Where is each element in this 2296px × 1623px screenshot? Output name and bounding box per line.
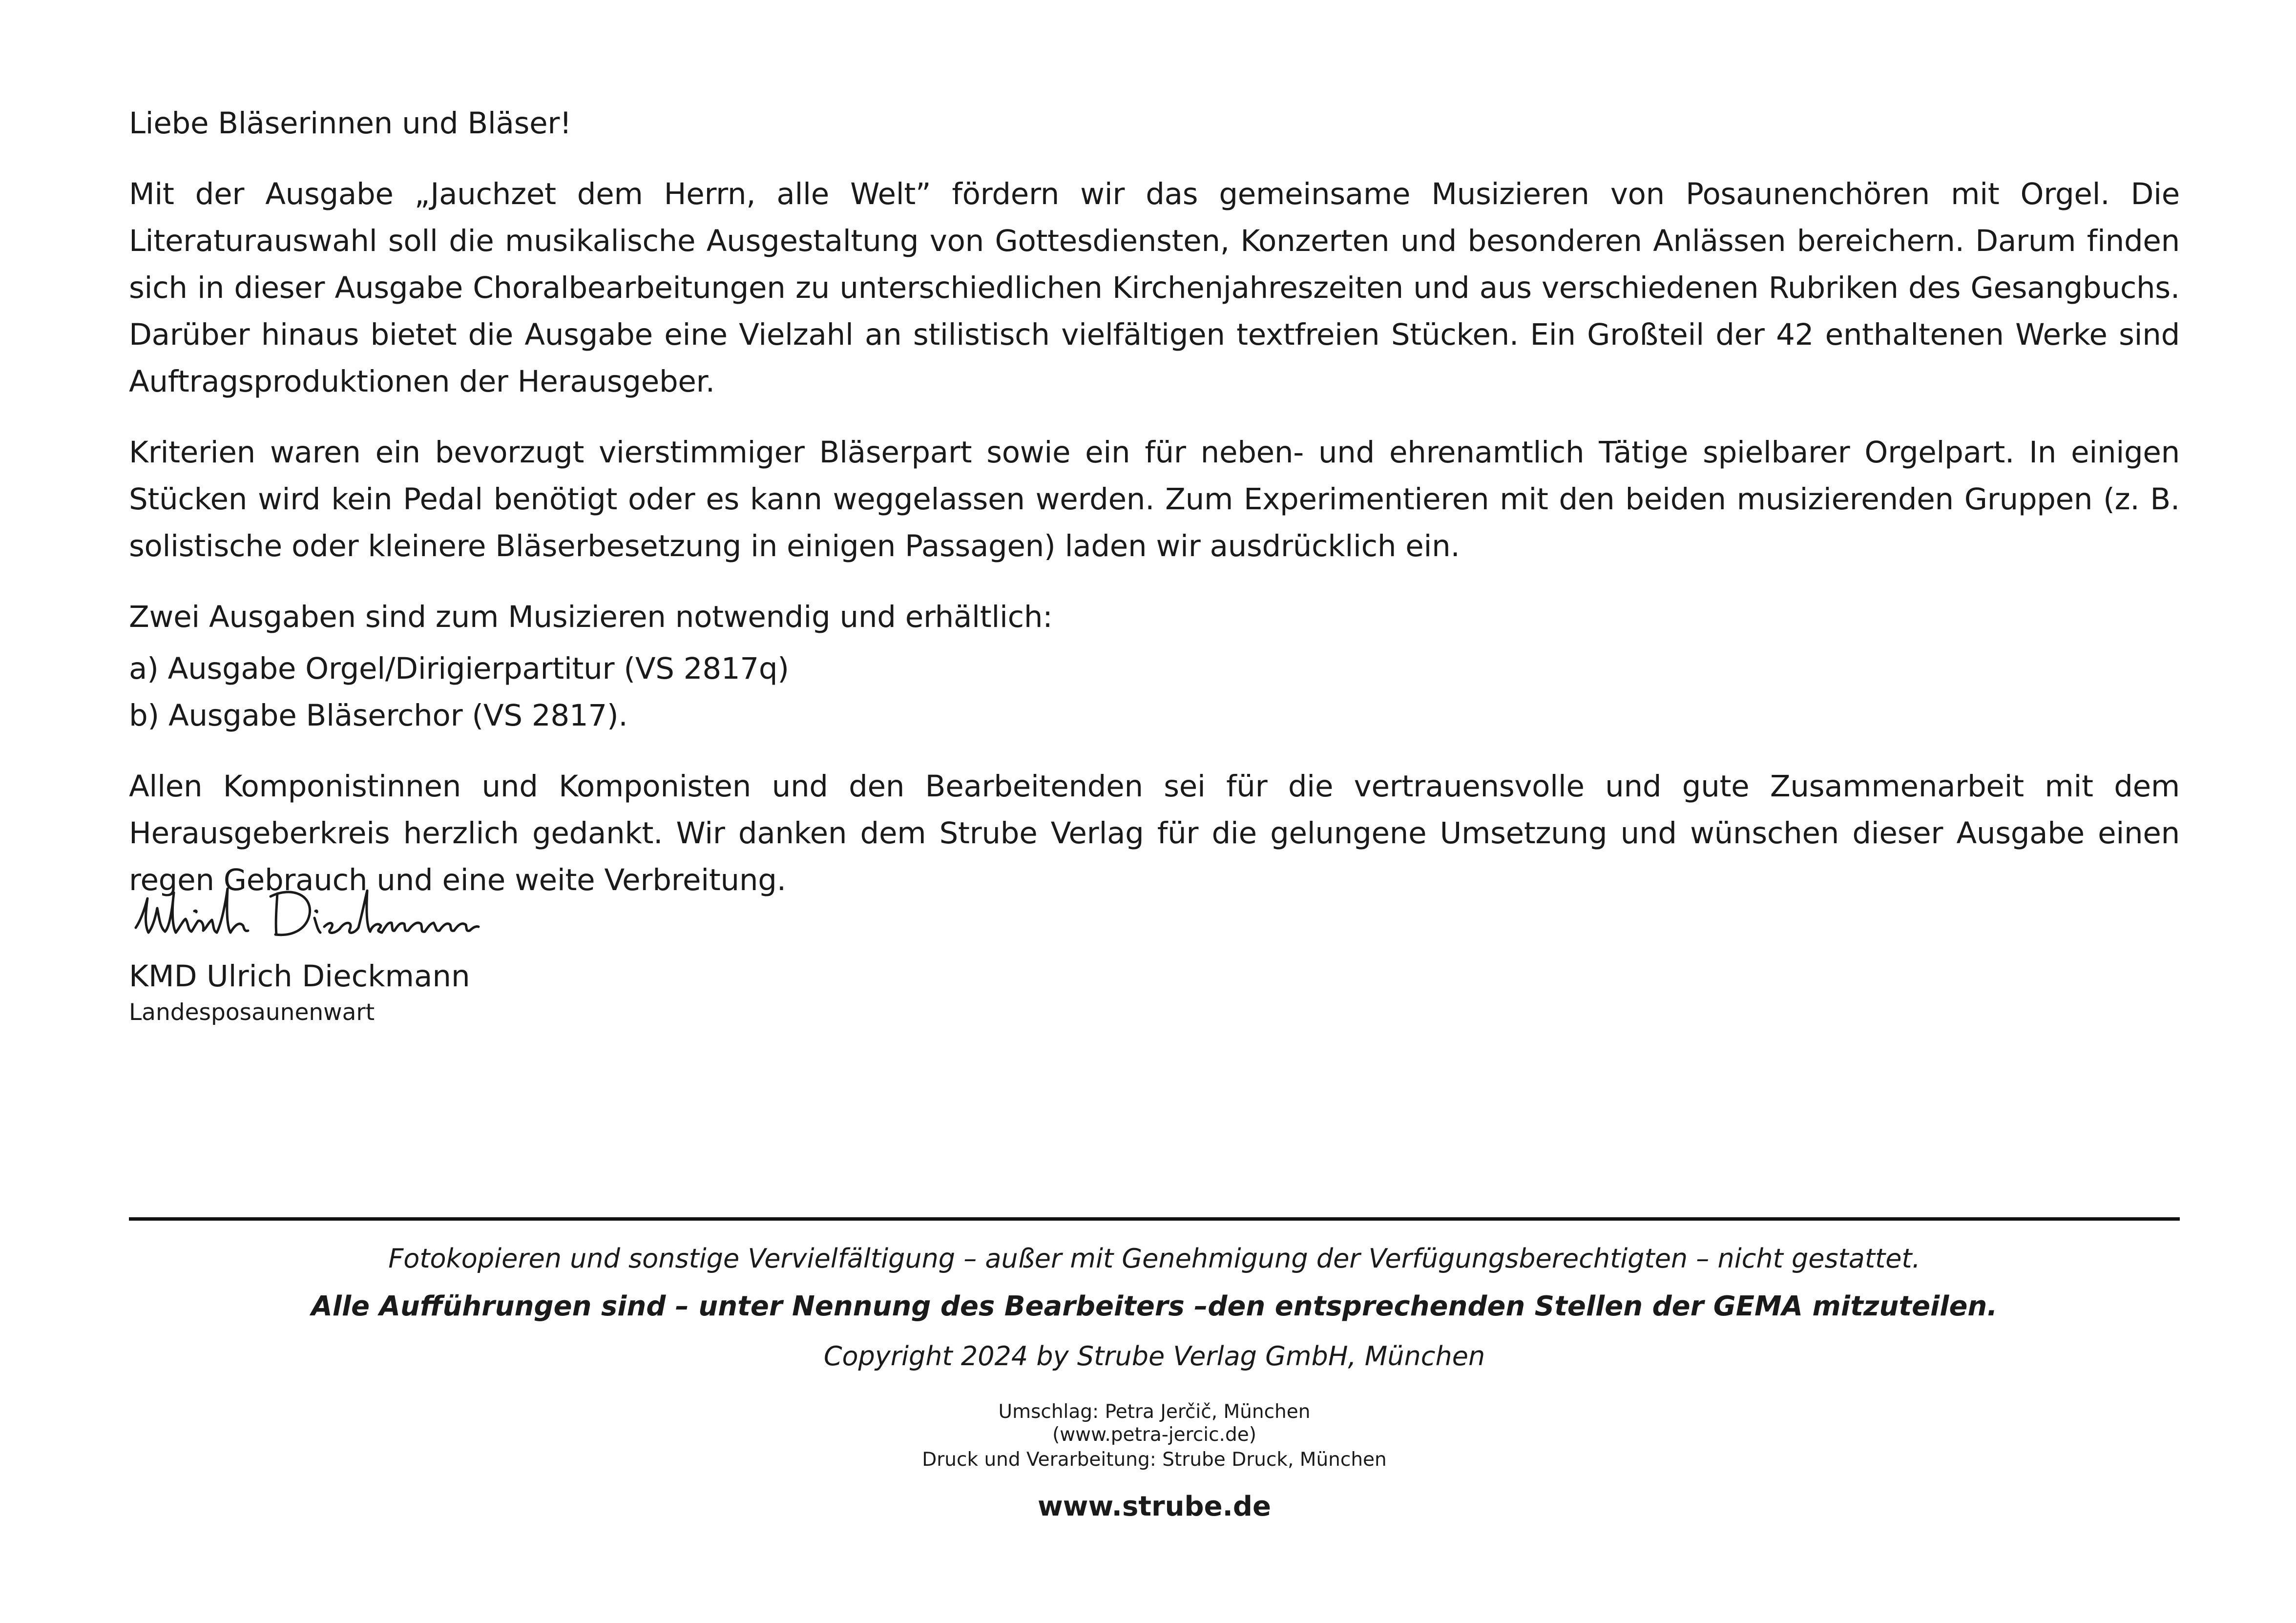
editions-list bbox=[129, 645, 2180, 739]
footer-divider bbox=[129, 1217, 2180, 1221]
handwritten-signature bbox=[131, 879, 482, 952]
letter-body bbox=[129, 100, 2180, 904]
edition-item-brass: b) Ausgabe Bläserchor (VS 2817). bbox=[129, 698, 628, 733]
print-credit: Druck und Verarbeitung: Strube Druck, München bbox=[922, 1449, 1387, 1471]
paragraph-criteria: Kriterien waren ein bevorzugt vierstimmiger Bläserpart sowie ein für neben- und ehrenamtlich Tätige spielbarer Orgelpart. In einigen Stücken wird kein Pedal benötigt oder es kann weggelassen werden. Zum Experimentieren mit den beiden musizierenden Gruppen (z. B. solistische oder kleinere Bläserbesetzung in einigen Passagen) laden wir ausdrücklich ein. bbox=[129, 435, 2180, 563]
paragraph-intro: Mit der Ausgabe „Jauchzet dem Herrn, alle Welt” fördern wir das gemeinsame Musizieren von Posaunenchören mit Orgel. Die Literaturauswahl soll die musikalische Ausgestaltung von Gottesdiensten, Konzerten und besonderen Anlässen bereichern. Darum finden sich in dieser Ausgabe Choralbearbeitungen zu unterschiedlichen Kirchenjahreszeiten und aus verschiedenen Rubriken des Gesangbuchs. Darüber hinaus bietet die Ausgabe eine Vielzahl an stilistisch vielfältigen textfreien Stücken. Ein Großteil der 42 enthaltenen Werke sind Auftragsproduktionen der Herausgeber. bbox=[129, 177, 2180, 399]
publisher-website: www.strube.de bbox=[1038, 1491, 1271, 1522]
copyright-line: Copyright 2024 by Strube Verlag GmbH, München bbox=[823, 1341, 1485, 1372]
performance-notice: Alle Aufführungen sind – unter Nennung des Bearbeiters –den entsprechenden Stellen der GEMA mitzuteilen. bbox=[311, 1290, 1998, 1322]
edition-item-organ: a) Ausgabe Orgel/Dirigierpartitur (VS 2817q) bbox=[129, 651, 789, 686]
signer-name: KMD Ulrich Dieckmann bbox=[129, 959, 470, 994]
paragraph-editions-intro: Zwei Ausgaben sind zum Musizieren notwendig und erhältlich: bbox=[129, 600, 1053, 634]
paragraph-thanks: Allen Komponistinnen und Komponisten und den Bearbeitenden sei für die vertrauensvolle und gute Zusammenarbeit mit dem Herausgeberkreis herzlich gedankt. Wir danken dem Strube Verlag für die gelungene Umsetzung und wünschen dieser Ausgabe einen regen Gebrauch und eine weite Verbreitung. bbox=[129, 769, 2180, 897]
cover-url: (www.petra-jercic.de) bbox=[1052, 1424, 1256, 1446]
greeting: Liebe Bläserinnen und Bläser! bbox=[129, 106, 572, 141]
signer-role: Landesposaunenwart bbox=[129, 999, 375, 1026]
cover-credit: Umschlag: Petra Jerčič, München bbox=[998, 1401, 1311, 1423]
copy-notice: Fotokopieren und sonstige Vervielfältigung – außer mit Genehmigung der Verfügungsberechtigten – nicht gestattet. bbox=[388, 1243, 1920, 1274]
